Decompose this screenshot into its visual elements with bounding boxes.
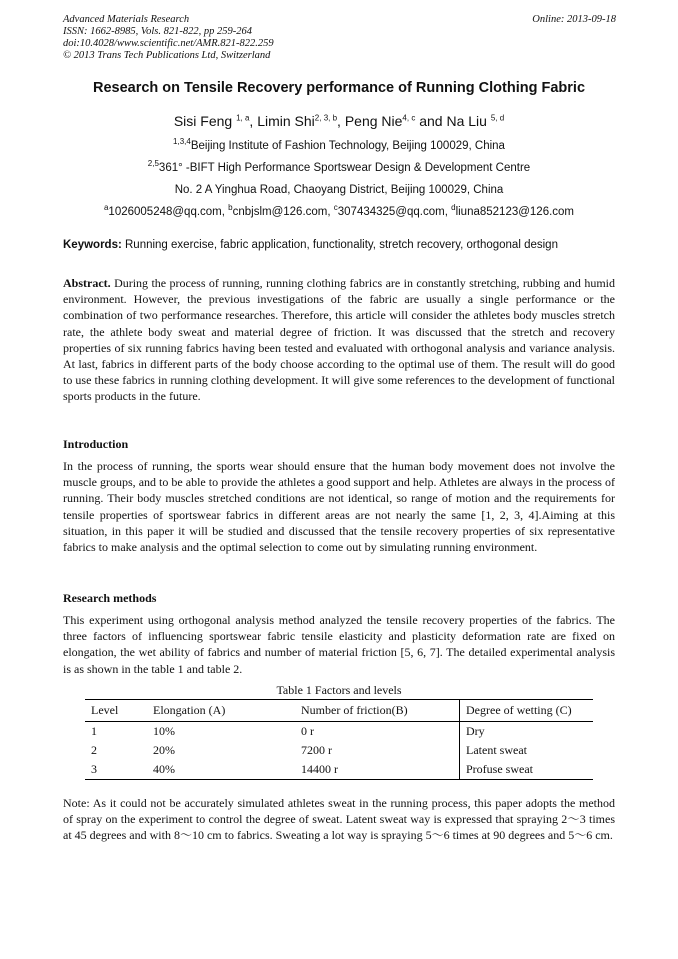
table-cell: 20% bbox=[153, 743, 175, 757]
affiliation-1 bbox=[0, 137, 678, 152]
author-sup: 2, 3, b bbox=[314, 113, 338, 123]
author-sep: , bbox=[249, 113, 258, 129]
table-cell: 40% bbox=[147, 760, 295, 780]
affiliation-text: Beijing Institute of Fashion Technology, Beijing 100029, China bbox=[190, 140, 505, 152]
table-row bbox=[85, 722, 593, 742]
keywords-label: Keywords: bbox=[63, 239, 122, 251]
affiliation-2 bbox=[0, 159, 678, 174]
table-cell: 14400 r bbox=[295, 760, 460, 780]
abstract-label: Abstract. bbox=[63, 276, 111, 290]
email-sup: b bbox=[228, 203, 233, 213]
abstract bbox=[63, 275, 615, 405]
table-cell: 10% bbox=[153, 724, 175, 738]
introduction-text: In the process of running, the sports wear should ensure that the human body movement does not involve the muscle groups, and to be able to provide the athletes a good support and help. Athletes are always in the process of running. Their body muscles stretched conditions are not identical, so range of motion and the requirements for tensile properties of sportswear fabrics in different areas are not nearly the same [1, 2, 3, 4].Aiming at this situation, in this paper it will be studied and discussed that the tensile recovery properties of six representative fabrics to make analysis and the optimal selection to come out by simulating running environment. bbox=[63, 459, 615, 555]
table-caption: Table 1 Factors and levels bbox=[276, 683, 402, 697]
issn-line: ISSN: 1662-8985, Vols. 821-822, pp 259-264 bbox=[63, 26, 252, 37]
author-name: Na Liu bbox=[446, 113, 491, 129]
methods-text: This experiment using orthogonal analysis method analyzed the tensile recovery properties of the fabrics. The three factors of influencing sportswear fabric tensile elasticity and plasticity deformation rate are fixed on elongation, the wet ability of fabrics and number of material friction [5, 6, 7]. The detailed experimental analysis is as shown in the table 1 and table 2. bbox=[63, 613, 615, 676]
author-name: Peng Nie bbox=[344, 113, 403, 129]
author-name: Sisi Feng bbox=[173, 113, 237, 129]
table-header-cell: Degree of wetting (C) bbox=[460, 700, 594, 722]
affiliation-text: 361° -BIFT High Performance Sportswear Design & Development Centre bbox=[158, 162, 531, 174]
table-cell: 0 r bbox=[301, 724, 314, 738]
online-date: Online: 2013-09-18 bbox=[532, 14, 616, 25]
doi-line: doi:10.4028/www.scientific.net/AMR.821-822.259 bbox=[63, 38, 274, 49]
table-cell: Profuse sweat bbox=[460, 760, 594, 780]
table-cell: Dry bbox=[460, 722, 594, 742]
author-sup: 1, a bbox=[236, 113, 250, 123]
email: 1026005248@qq.com, bbox=[108, 206, 229, 218]
paper-title: Research on Tensile Recovery performance of Running Clothing Fabric bbox=[92, 80, 586, 96]
keywords bbox=[63, 239, 558, 251]
author-list bbox=[0, 113, 678, 129]
author-sep: and bbox=[415, 113, 447, 129]
email: liuna852123@126.com bbox=[455, 206, 575, 218]
methods-heading: Research methods bbox=[63, 591, 157, 605]
email-list bbox=[0, 203, 678, 218]
author-sup: 4, c bbox=[402, 113, 416, 123]
affiliation-3: No. 2 A Yinghua Road, Chaoyang District, Beijing 100029, China bbox=[174, 184, 504, 196]
table-note: Note: As it could not be accurately simulated athletes sweat in the running process, this paper adopts the method of spray on the experiment to control the degree of sweat. Latent sweat way is expressed that spraying 2～3 times at 45 degrees and with 8～10 cm to fabrics. Sweating a lot way is spraying 5～6 times at 90 degrees and 5～6 cm. bbox=[63, 796, 615, 843]
copyright-line: © 2013 Trans Tech Publications Ltd, Switzerland bbox=[63, 50, 271, 61]
table-cell: Latent sweat bbox=[460, 741, 594, 760]
table-row bbox=[85, 741, 593, 760]
introduction-heading: Introduction bbox=[63, 437, 129, 451]
author-sep: , bbox=[337, 113, 345, 129]
author-name: Limin Shi bbox=[257, 113, 315, 129]
email: cnbjslm@126.com, bbox=[232, 206, 334, 218]
affiliation-sup: 2,5 bbox=[147, 159, 159, 169]
table-header-cell: Level bbox=[85, 700, 147, 722]
email-sup: a bbox=[103, 203, 109, 213]
table-cell: 1 bbox=[91, 724, 97, 738]
keywords-text: Running exercise, fabric application, functionality, stretch recovery, orthogonal design bbox=[121, 239, 558, 251]
email: 307434325@qq.com, bbox=[337, 206, 452, 218]
author-sup: 5, d bbox=[490, 113, 505, 123]
table-header-cell: Number of friction(B) bbox=[295, 700, 460, 722]
factors-table bbox=[85, 699, 593, 780]
table-cell: 2 bbox=[91, 743, 97, 757]
table-cell: 3 bbox=[85, 760, 147, 780]
journal-name: Advanced Materials Research bbox=[63, 14, 190, 25]
table-header-cell: Elongation (A) bbox=[147, 700, 295, 722]
abstract-text: During the process of running, running clothing fabrics are in constantly stretching, rubbing and humid environment. However, the previous investigations of the fabric are usually a single performance or the combination of two performance researches. Therefore, this article will consider the athletes body muscles stretch rate, the athlete body sweat and material degree of friction. It was discussed that the stretch and recovery properties of six running fabrics having been tested and evaluated with orthogonal analysis and variance analysis. At last, fabrics in different parts of the body choose according to the optimal use of them. The result will do good to use these fabrics in running clothing development. It will give some references to the development of functional sports products in the future. bbox=[63, 276, 615, 404]
affiliation-sup: 1,3,4 bbox=[173, 137, 191, 147]
journal-header bbox=[63, 14, 274, 62]
table-row bbox=[85, 760, 593, 780]
email-sup: d bbox=[451, 203, 456, 213]
table-header-row bbox=[85, 700, 593, 722]
email-sup: c bbox=[333, 203, 338, 213]
table-cell: 7200 r bbox=[301, 743, 332, 757]
